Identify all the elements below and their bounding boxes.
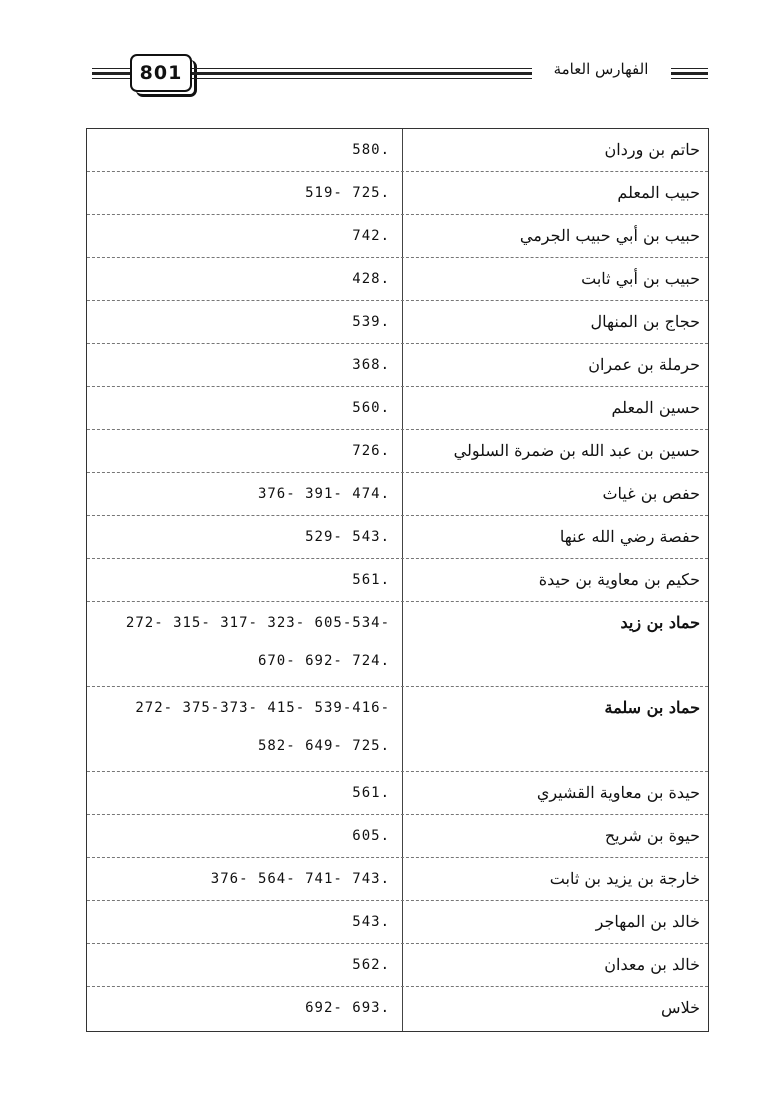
page-references: [87, 987, 402, 1031]
page-references: [87, 387, 402, 429]
page-reference-line: .725 -519: [305, 185, 390, 201]
page-reference-line: .543 -529: [305, 529, 390, 545]
page-references: [87, 772, 402, 814]
table-row: [87, 301, 708, 344]
page-reference-line: .428: [352, 271, 390, 287]
person-name: حسين بن عبد الله بن ضمرة السلولي: [402, 430, 708, 472]
page-references: [87, 858, 402, 900]
page-reference-line: .725 -649 -582: [257, 738, 390, 754]
table-row: [87, 858, 708, 901]
page-number: 801: [130, 54, 192, 92]
header-rule: [671, 72, 708, 75]
table-row: [87, 901, 708, 944]
person-name: حفصة رضي الله عنها: [402, 516, 708, 558]
page-reference-line: .474 -391 -376: [257, 486, 390, 502]
table-row: [87, 129, 708, 172]
person-name: حرملة بن عمران: [402, 344, 708, 386]
page-reference-line: .693 -692: [305, 1000, 390, 1016]
page-references: [87, 602, 402, 686]
page-reference-line: .561: [352, 785, 390, 801]
table-row: [87, 215, 708, 258]
person-name: حيدة بن معاوية القشيري: [402, 772, 708, 814]
page-reference-line: .561: [352, 572, 390, 588]
person-name: حماد بن سلمة: [402, 687, 708, 771]
person-name: حسين المعلم: [402, 387, 708, 429]
page-reference-line: .726: [352, 443, 390, 459]
page-reference-line: -605-534 -323 -317 -315 -272: [125, 615, 390, 631]
page-reference-line: .724 -692 -670: [257, 653, 390, 669]
person-name: حيوة بن شريح: [402, 815, 708, 857]
table-row: [87, 602, 708, 687]
index-table: [86, 128, 709, 1032]
table-row: [87, 473, 708, 516]
page-reference-line: .368: [352, 357, 390, 373]
person-name: حبيب المعلم: [402, 172, 708, 214]
running-title: الفهارس العامة: [553, 60, 649, 78]
page-reference-line: .543: [352, 914, 390, 930]
person-name: حجاج بن المنهال: [402, 301, 708, 343]
page-references: [87, 344, 402, 386]
page-references: [87, 172, 402, 214]
table-row: [87, 344, 708, 387]
table-row: [87, 687, 708, 772]
page-header: [86, 52, 708, 96]
person-name: حبيب بن أبي ثابت: [402, 258, 708, 300]
table-row: [87, 944, 708, 987]
page-references: [87, 815, 402, 857]
table-row: [87, 815, 708, 858]
page-reference-line: .562: [352, 957, 390, 973]
page-reference-line: .580: [352, 142, 390, 158]
table-row: [87, 987, 708, 1031]
page-reference-line: .742: [352, 228, 390, 244]
page-references: [87, 901, 402, 943]
person-name: حكيم بن معاوية بن حيدة: [402, 559, 708, 601]
person-name: خلاس: [402, 987, 708, 1031]
table-row: [87, 430, 708, 473]
person-name: حاتم بن وردان: [402, 129, 708, 171]
header-rule: [671, 68, 708, 69]
table-row: [87, 516, 708, 559]
table-row: [87, 559, 708, 602]
table-row: [87, 772, 708, 815]
page-references: [87, 516, 402, 558]
header-rule: [671, 78, 708, 79]
page-reference-line: .605: [352, 828, 390, 844]
page-reference-line: .539: [352, 314, 390, 330]
page-references: [87, 687, 402, 771]
page-reference-line: -539-416 -415 -375-373 -272: [135, 700, 390, 716]
page-references: [87, 559, 402, 601]
table-row: [87, 387, 708, 430]
person-name: خارجة بن يزيد بن ثابت: [402, 858, 708, 900]
page-references: [87, 258, 402, 300]
page-references: [87, 129, 402, 171]
person-name: خالد بن المهاجر: [402, 901, 708, 943]
page-references: [87, 430, 402, 472]
person-name: خالد بن معدان: [402, 944, 708, 986]
page-reference-line: .560: [352, 400, 390, 416]
page-references: [87, 944, 402, 986]
table-row: [87, 172, 708, 215]
page-references: [87, 301, 402, 343]
person-name: حفص بن غياث: [402, 473, 708, 515]
page-references: [87, 215, 402, 257]
person-name: حبيب بن أبي حبيب الجرمي: [402, 215, 708, 257]
table-row: [87, 258, 708, 301]
page-reference-line: .743 -741 -564 -376: [210, 871, 390, 887]
page-references: [87, 473, 402, 515]
person-name: حماد بن زيد: [402, 602, 708, 686]
